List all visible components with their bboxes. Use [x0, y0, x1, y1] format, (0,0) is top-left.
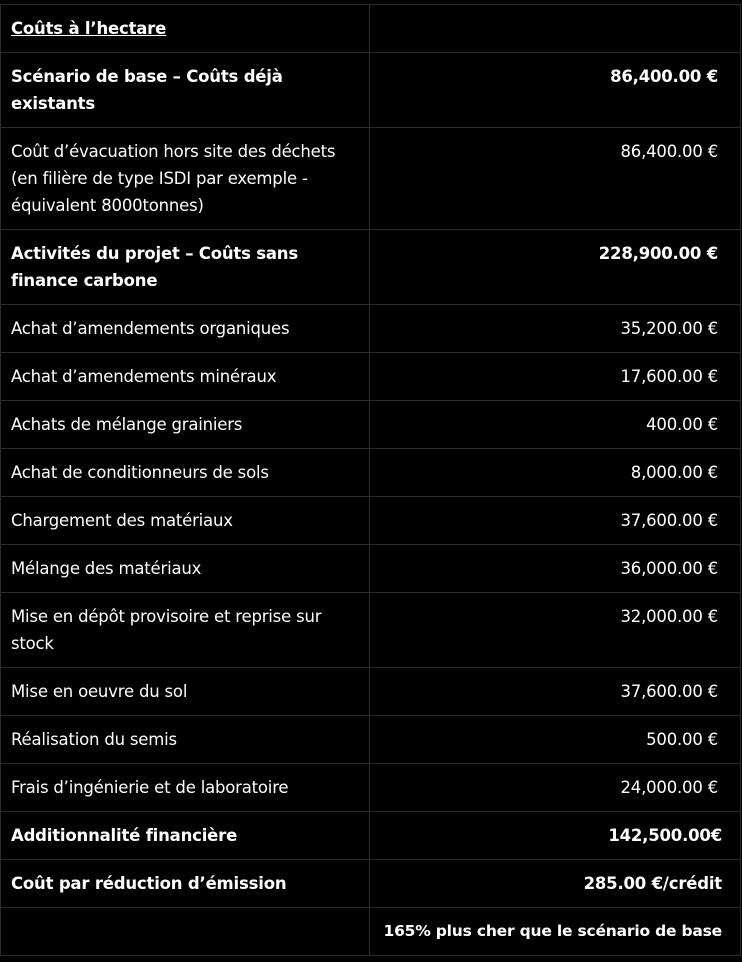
table-row [1, 593, 741, 668]
row-label: Mélange des matériaux [1, 545, 370, 593]
row-value: 86,400.00 € [370, 53, 741, 128]
row-value: 165% plus cher que le scénario de base [370, 908, 741, 956]
row-value: 36,000.00 € [370, 545, 741, 593]
row-label: Mise en dépôt provisoire et reprise sur stock [1, 593, 370, 668]
table-title-empty-cell [370, 5, 741, 53]
row-label: Achats de mélange grainiers [1, 401, 370, 449]
table-header-row [1, 5, 741, 53]
table-title: Coûts à l’hectare [11, 19, 167, 38]
row-label: Coût d’évacuation hors site des déchets (en filière de type ISDI par exemple - équivalent 8000tonnes) [1, 128, 370, 230]
table-title-cell [1, 5, 370, 53]
row-label: Activités du projet – Coûts sans finance carbone [1, 230, 370, 305]
table-row [1, 497, 741, 545]
table-row [1, 860, 741, 908]
row-value: 35,200.00 € [370, 305, 741, 353]
row-value: 400.00 € [370, 401, 741, 449]
table-row [1, 128, 741, 230]
row-value: 32,000.00 € [370, 593, 741, 668]
row-label: Achat de conditionneurs de sols [1, 449, 370, 497]
row-label: Chargement des matériaux [1, 497, 370, 545]
row-label: Réalisation du semis [1, 716, 370, 764]
table-row [1, 353, 741, 401]
row-value: 285.00 €/crédit [370, 860, 741, 908]
table-row [1, 305, 741, 353]
row-value: 24,000.00 € [370, 764, 741, 812]
row-value: 17,600.00 € [370, 353, 741, 401]
row-label [1, 908, 370, 956]
table-row [1, 230, 741, 305]
row-label: Additionnalité financière [1, 812, 370, 860]
row-label: Achat d’amendements minéraux [1, 353, 370, 401]
row-label: Frais d’ingénierie et de laboratoire [1, 764, 370, 812]
row-value: 500.00 € [370, 716, 741, 764]
row-label: Achat d’amendements organiques [1, 305, 370, 353]
row-value: 228,900.00 € [370, 230, 741, 305]
row-label: Coût par réduction d’émission [1, 860, 370, 908]
table-row [1, 908, 741, 956]
row-value: 142,500.00€ [370, 812, 741, 860]
row-value: 37,600.00 € [370, 497, 741, 545]
row-label: Mise en oeuvre du sol [1, 668, 370, 716]
table-row [1, 53, 741, 128]
table-row [1, 545, 741, 593]
row-value: 37,600.00 € [370, 668, 741, 716]
table-row [1, 668, 741, 716]
table-row [1, 764, 741, 812]
row-value: 86,400.00 € [370, 128, 741, 230]
table-row [1, 716, 741, 764]
row-value: 8,000.00 € [370, 449, 741, 497]
table-row [1, 449, 741, 497]
table-row [1, 812, 741, 860]
cost-table [0, 4, 741, 956]
row-label: Scénario de base – Coûts déjà existants [1, 53, 370, 128]
table-row [1, 401, 741, 449]
